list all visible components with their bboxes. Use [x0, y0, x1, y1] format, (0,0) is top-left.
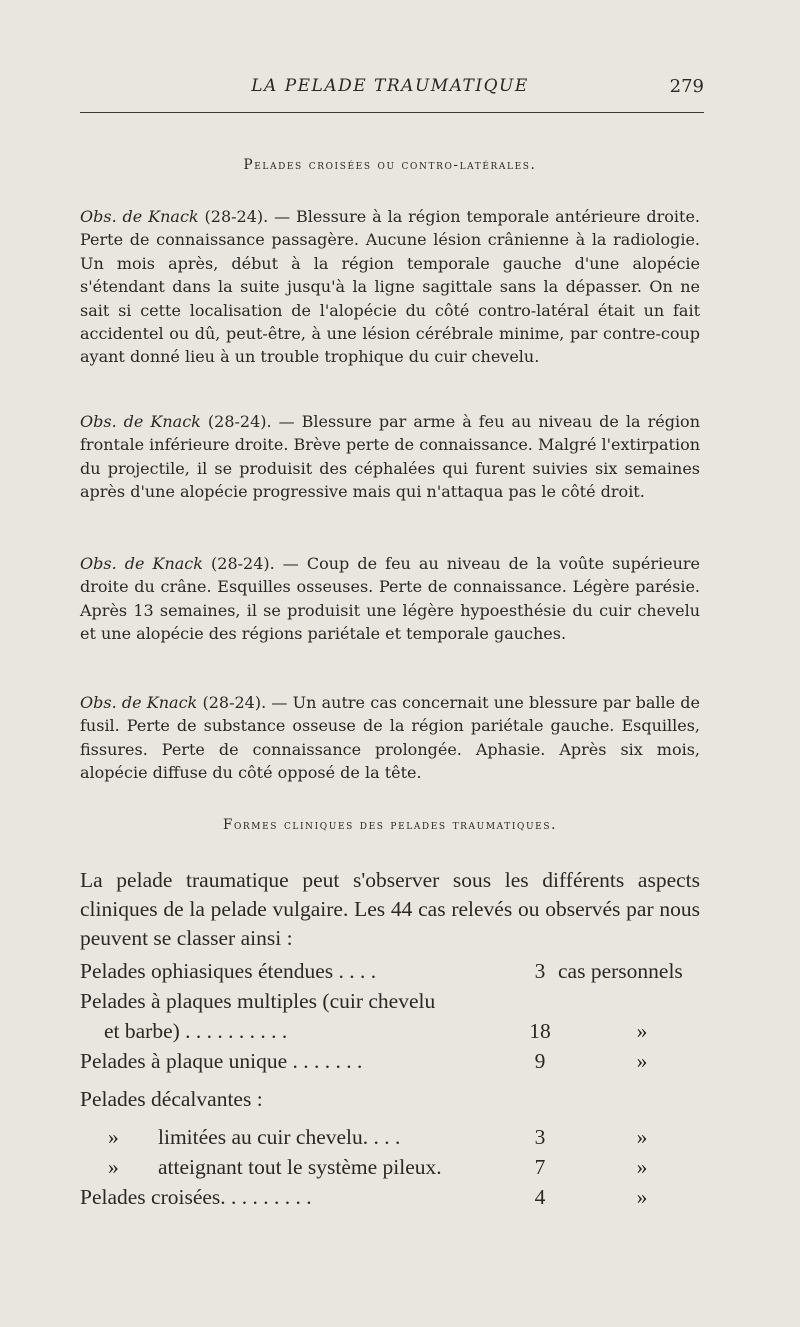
observation-citation: Obs. de Knack [80, 693, 198, 712]
table-row [80, 1046, 720, 1076]
spacer [80, 1076, 720, 1084]
case-count: 7 [534, 1155, 546, 1179]
case-label: Pelades ophiasiques étendues . . . . [80, 959, 377, 983]
table-row [80, 1084, 720, 1114]
header-rule [80, 112, 704, 113]
case-unit: » [636, 1185, 648, 1209]
case-count: 3 [534, 959, 546, 983]
case-label: Pelades décalvantes : [80, 1087, 263, 1111]
observation-paragraph [80, 410, 700, 504]
page-number: 279 [669, 76, 704, 97]
observation-text: (28-24). — Coup de feu au niveau de la voûte supérieure droite du crâne. Esquilles osseuses. Perte de connaissance. Légère parésie. Après 13 semaines, il se produisit une légère hypoesthésie du cuir chevelu et une alopécie des régions pariétale et temporale gauches. [80, 554, 700, 644]
case-label: et barbe) . . . . . . . . . . [104, 1019, 288, 1043]
case-unit: » [636, 1155, 648, 1179]
case-label: limitées au cuir chevelu. . . . [158, 1125, 401, 1149]
case-unit: » [636, 1049, 648, 1073]
case-count: 9 [534, 1049, 546, 1073]
table-row [80, 1152, 720, 1182]
table-row [80, 1016, 720, 1046]
spacer [80, 1114, 720, 1122]
observation-paragraph [80, 205, 700, 369]
case-unit: » [636, 1125, 648, 1149]
ditto-mark: » [108, 1155, 119, 1179]
observation-citation: Obs. de Knack [80, 412, 201, 431]
ditto-mark: » [108, 1125, 119, 1149]
observation-citation: Obs. de Knack [80, 554, 203, 573]
case-label: Pelades à plaques multiples (cuir chevelu [80, 989, 436, 1013]
observation-paragraph [80, 552, 700, 646]
table-row [80, 986, 720, 1016]
observation-citation: Obs. de Knack [80, 207, 199, 226]
intro-paragraph: La pelade traumatique peut s'observer sous les différents aspects cliniques de la pelade vulgaire. Les 44 cas relevés ou observés par nous peuvent se classer ainsi : [80, 868, 700, 950]
table-row [80, 1122, 720, 1152]
observation-text: (28-24). — Blessure par arme à feu au niveau de la région frontale inférieure droite. Brève perte de connaissance. Malgré l'extirpation du projectile, il se produisit des céphalées qui furent suivies six semaines après d'une alopécie progressive mais qui n'attaqua pas le côté droit. [80, 412, 700, 502]
table-row [80, 1182, 720, 1212]
case-count: 3 [534, 1125, 546, 1149]
section-heading-croisees: Pelades croisées ou contro-latérales. [243, 157, 537, 173]
case-label: Pelades à plaque unique . . . . . . . [80, 1049, 363, 1073]
observation-paragraph [80, 691, 700, 785]
case-label: atteignant tout le système pileux. [158, 1155, 442, 1179]
case-label: Pelades croisées. . . . . . . . . [80, 1185, 312, 1209]
observation-text: (28-24). — Un autre cas concernait une blessure par balle de fusil. Perte de substance osseuse de la région pariétale gauche. Esquilles, fissures. Perte de connaissance prolongée. Aphasie. Après six mois, alopécie diffuse du côté opposé de la tête. [80, 693, 700, 783]
cases-table [80, 956, 720, 1212]
running-head [80, 72, 704, 108]
case-count: 18 [529, 1019, 551, 1043]
case-unit: cas personnels [558, 959, 683, 983]
section-heading-formes-cliniques: Formes cliniques des pelades traumatiques. [222, 817, 558, 833]
running-title: LA PELADE TRAUMATIQUE [251, 76, 529, 96]
table-row [80, 956, 720, 986]
case-count: 4 [534, 1185, 546, 1209]
observation-text: (28-24). — Blessure à la région temporale antérieure droite. Perte de connaissance passagère. Aucune lésion crânienne à la radiologie. Un mois après, début à la région temporale gauche d'une alopécie s'étendant dans la suite jusqu'à la ligne sagittale sans la dépasser. On ne sait si cette localisation de l'alopécie du côté contro-latéral était un fait accidentel ou dû, peut-être, à une lésion cérébrale minime, par contre-coup ayant donné lieu à un trouble trophique du cuir chevelu. [80, 207, 700, 367]
case-unit: » [636, 1019, 648, 1043]
